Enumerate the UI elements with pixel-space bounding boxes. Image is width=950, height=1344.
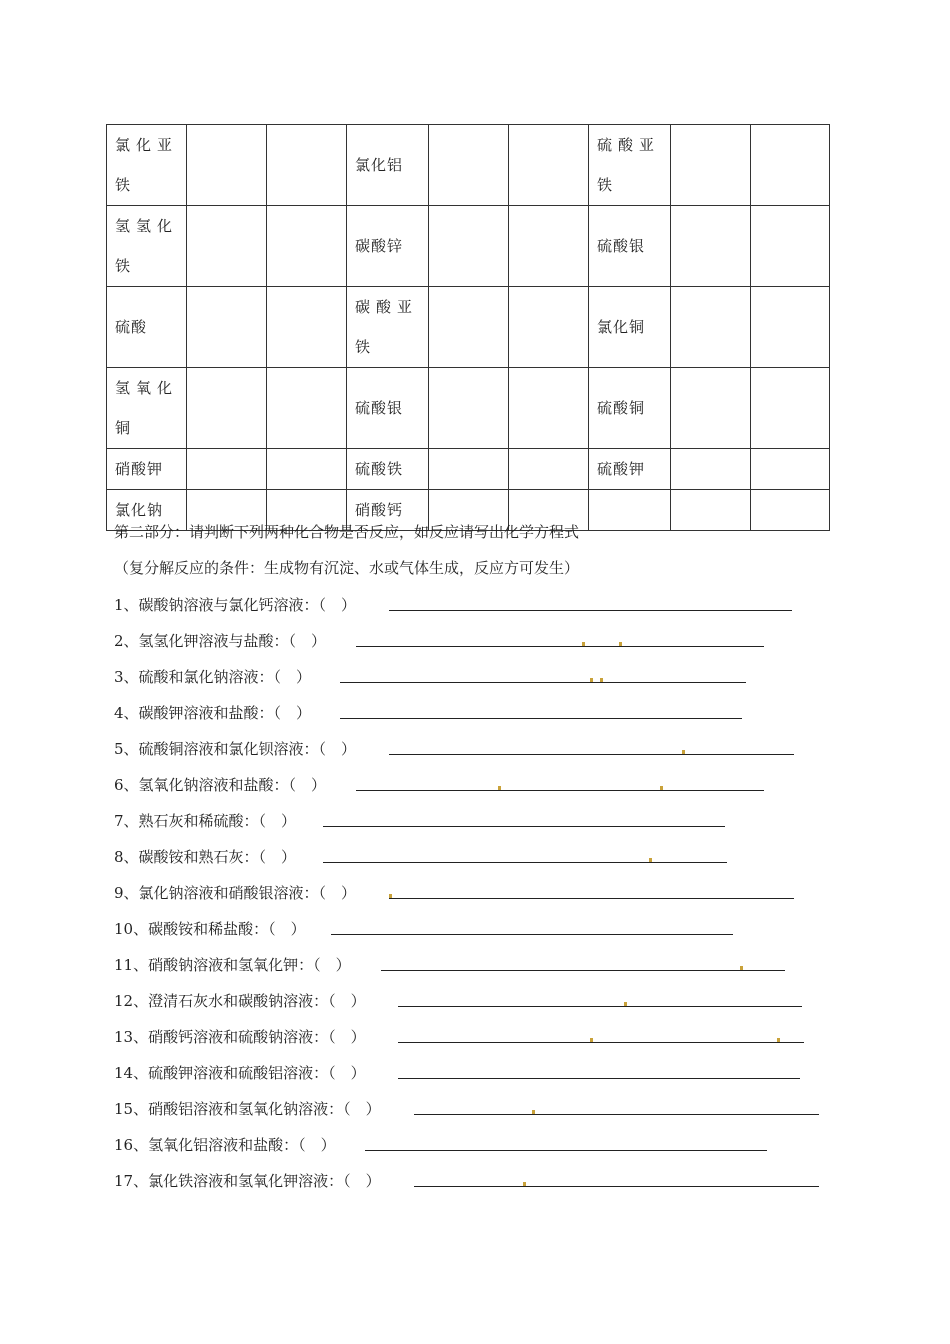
section-note: （复分解反应的条件：生成物有沉淀、水或气体生成，反应方可发生） (114, 559, 580, 577)
question-label: 4、碳酸钾溶液和盐酸：（ ） (114, 704, 312, 722)
question-label: 15、硝酸铝溶液和氢氧化钠溶液：（ ） (114, 1100, 381, 1118)
table-row (107, 287, 830, 368)
question-label: 9、氯化钠溶液和硝酸银溶液：（ ） (114, 884, 357, 902)
table-cell: 氢氧化铜 (107, 368, 187, 449)
question-label: 6、氢氧化钠溶液和盐酸：（ ） (114, 776, 327, 794)
question-label: 5、硫酸铜溶液和氯化钡溶液：（ ） (114, 740, 357, 758)
table-cell: 硫酸亚铁 (589, 125, 671, 206)
section-title: 第二部分：请判断下列两种化合物是否反应，如反应请写出化学方程式 (114, 523, 580, 541)
table-cell: 碳酸锌 (347, 206, 429, 287)
ink-speck (600, 678, 603, 682)
question-label: 1、碳酸钠溶液与氯化钙溶液：（ ） (114, 596, 357, 614)
answer-blank[interactable] (331, 934, 733, 935)
ink-speck (582, 642, 585, 646)
answer-cell[interactable] (751, 449, 830, 490)
table-cell: 硫酸银 (589, 206, 671, 287)
ink-speck (523, 1182, 526, 1186)
table-cell: 氯化钠 (107, 490, 187, 531)
ink-speck (660, 786, 663, 790)
table-row (107, 368, 830, 449)
question-label: 2、氢氢化钾溶液与盐酸：（ ） (114, 632, 327, 650)
answer-blank[interactable] (340, 682, 746, 683)
question-label: 16、氢氧化铝溶液和盐酸：（ ） (114, 1136, 336, 1154)
answer-blank[interactable] (398, 1006, 802, 1007)
answer-cell[interactable] (267, 206, 347, 287)
answer-cell[interactable] (267, 287, 347, 368)
answer-cell[interactable] (429, 125, 509, 206)
answer-cell[interactable] (509, 449, 589, 490)
ink-speck (532, 1110, 535, 1114)
answer-cell[interactable] (751, 206, 830, 287)
answer-cell[interactable] (187, 206, 267, 287)
answer-cell[interactable] (671, 490, 751, 531)
answer-cell[interactable] (671, 449, 751, 490)
ink-speck (740, 966, 743, 970)
ink-speck (590, 1038, 593, 1042)
table-cell: 硝酸钾 (107, 449, 187, 490)
answer-cell[interactable] (187, 449, 267, 490)
table-cell: 硫酸铁 (347, 449, 429, 490)
answer-cell[interactable] (751, 287, 830, 368)
ink-speck (389, 894, 392, 898)
question-label: 8、碳酸铵和熟石灰：（ ） (114, 848, 297, 866)
ink-speck (590, 678, 593, 682)
answer-cell[interactable] (509, 206, 589, 287)
answer-cell[interactable] (429, 368, 509, 449)
answer-cell[interactable] (509, 287, 589, 368)
question-label: 17、氯化铁溶液和氢氧化钾溶液：（ ） (114, 1172, 381, 1190)
question-label: 10、碳酸铵和稀盐酸：（ ） (114, 920, 306, 938)
compound-table (106, 124, 830, 531)
answer-blank[interactable] (365, 1150, 767, 1151)
ink-speck (498, 786, 501, 790)
answer-blank[interactable] (381, 970, 785, 971)
answer-cell[interactable] (429, 287, 509, 368)
question-label: 14、硫酸钾溶液和硫酸铝溶液：（ ） (114, 1064, 366, 1082)
table-cell: 硝酸钙 (347, 490, 429, 531)
question-label: 3、硫酸和氯化钠溶液：（ ） (114, 668, 312, 686)
answer-blank[interactable] (323, 826, 725, 827)
answer-cell[interactable] (671, 206, 751, 287)
table-cell: 硫酸银 (347, 368, 429, 449)
answer-cell[interactable] (267, 449, 347, 490)
table-cell: 氢氢化铁 (107, 206, 187, 287)
answer-blank[interactable] (398, 1042, 804, 1043)
table-cell: 碳酸亚铁 (347, 287, 429, 368)
answer-blank[interactable] (414, 1114, 819, 1115)
answer-blank[interactable] (356, 790, 764, 791)
answer-cell[interactable] (509, 368, 589, 449)
answer-blank[interactable] (389, 610, 792, 611)
table-cell: 氯化铜 (589, 287, 671, 368)
table-cell: 氯化铝 (347, 125, 429, 206)
ink-speck (649, 858, 652, 862)
question-label: 12、澄清石灰水和碳酸钠溶液：（ ） (114, 992, 366, 1010)
question-label: 11、硝酸钠溶液和氢氧化钾：（ ） (114, 956, 351, 974)
answer-cell[interactable] (187, 287, 267, 368)
ink-speck (682, 750, 685, 754)
answer-blank[interactable] (398, 1078, 800, 1079)
ink-speck (777, 1038, 780, 1042)
table-cell (589, 490, 671, 531)
table-row (107, 449, 830, 490)
answer-blank[interactable] (389, 898, 794, 899)
answer-cell[interactable] (509, 125, 589, 206)
table-row (107, 125, 830, 206)
table-cell: 硫酸 (107, 287, 187, 368)
answer-blank[interactable] (323, 862, 727, 863)
answer-blank[interactable] (340, 718, 742, 719)
ink-speck (619, 642, 622, 646)
answer-cell[interactable] (671, 125, 751, 206)
table-cell: 硫酸钾 (589, 449, 671, 490)
answer-blank[interactable] (389, 754, 794, 755)
answer-cell[interactable] (267, 125, 347, 206)
ink-speck (624, 1002, 627, 1006)
answer-cell[interactable] (751, 125, 830, 206)
answer-cell[interactable] (187, 125, 267, 206)
answer-cell[interactable] (187, 368, 267, 449)
answer-cell[interactable] (429, 206, 509, 287)
answer-cell[interactable] (751, 368, 830, 449)
answer-cell[interactable] (751, 490, 830, 531)
table-cell: 硫酸铜 (589, 368, 671, 449)
answer-cell[interactable] (429, 449, 509, 490)
answer-blank[interactable] (356, 646, 764, 647)
table-cell: 氯化亚铁 (107, 125, 187, 206)
answer-cell[interactable] (671, 287, 751, 368)
question-label: 7、熟石灰和稀硫酸：（ ） (114, 812, 297, 830)
question-label: 13、硝酸钙溶液和硫酸钠溶液：（ ） (114, 1028, 366, 1046)
answer-cell[interactable] (267, 368, 347, 449)
answer-cell[interactable] (671, 368, 751, 449)
answer-blank[interactable] (414, 1186, 819, 1187)
table-row (107, 206, 830, 287)
